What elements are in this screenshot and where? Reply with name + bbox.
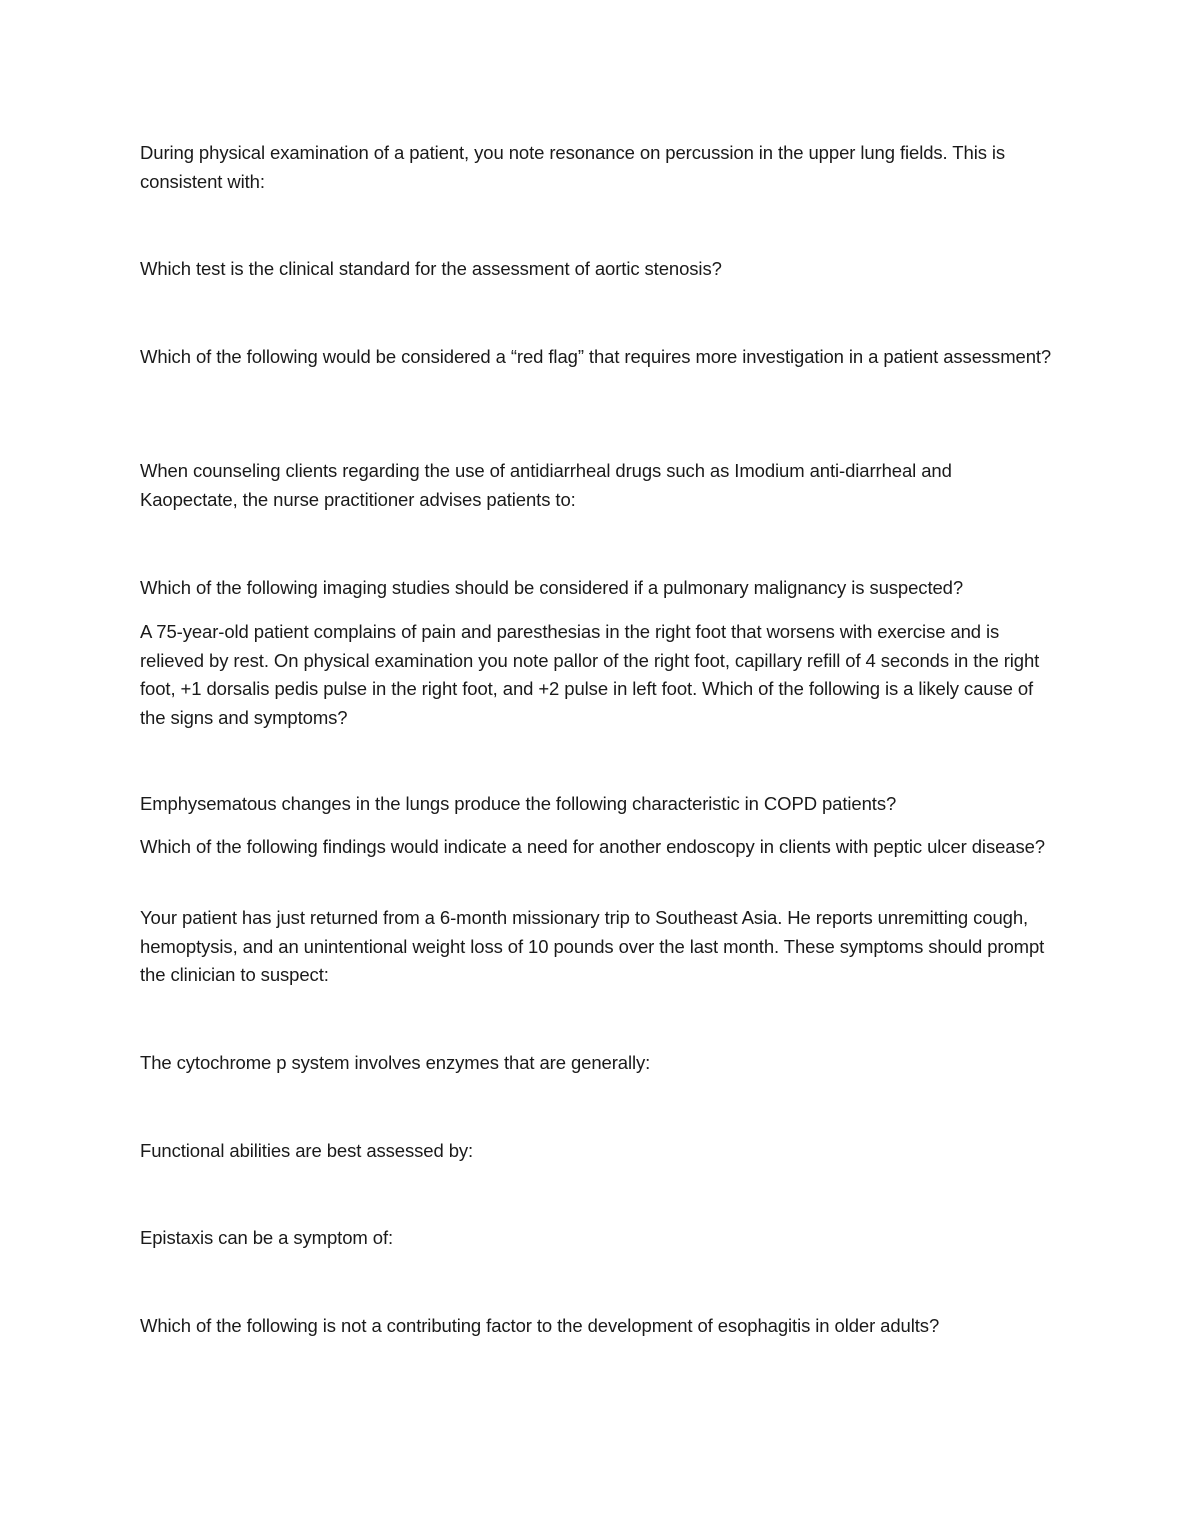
question-1: During physical examination of a patient, you note resonance on percussion in the upper lung fields. This is consistent with: bbox=[140, 142, 1006, 192]
question-5: Which of the following imaging studies should be considered if a pulmonary malignancy is suspected? bbox=[140, 577, 964, 598]
question-10: The cytochrome p system involves enzymes that are generally: bbox=[140, 1052, 651, 1073]
question-9: Your patient has just returned from a 6-month missionary trip to Southeast Asia. He reports unremitting cough, hemoptysis, and an unintentional weight loss of 10 pounds over the last month. These symptoms should prompt the clinician to suspect: bbox=[140, 907, 1045, 985]
question-4: When counseling clients regarding the use of antidiarrheal drugs such as Imodium anti-diarrheal and Kaopectate, the nurse practitioner advises patients to: bbox=[140, 460, 952, 510]
question-11: Functional abilities are best assessed by: bbox=[140, 1140, 474, 1161]
question-6: A 75-year-old patient complains of pain and paresthesias in the right foot that worsens with exercise and is relieved by rest. On physical examination you note pallor of the right foot, capillary refill of 4 seconds in the right foot, +1 dorsalis pedis pulse in the right foot, and +2 pulse in left foot. Which of the following is a likely cause of the signs and symptoms? bbox=[140, 621, 1040, 728]
question-12: Epistaxis can be a symptom of: bbox=[140, 1227, 394, 1248]
question-13: Which of the following is not a contributing factor to the development of esophagitis in older adults? bbox=[140, 1315, 940, 1336]
question-2: Which test is the clinical standard for the assessment of aortic stenosis? bbox=[140, 258, 722, 279]
question-3: Which of the following would be considered a “red flag” that requires more investigation in a patient assessment? bbox=[140, 346, 1052, 367]
question-7: Emphysematous changes in the lungs produce the following characteristic in COPD patients? bbox=[140, 793, 897, 814]
question-8: Which of the following findings would indicate a need for another endoscopy in clients with peptic ulcer disease? bbox=[140, 836, 1045, 857]
